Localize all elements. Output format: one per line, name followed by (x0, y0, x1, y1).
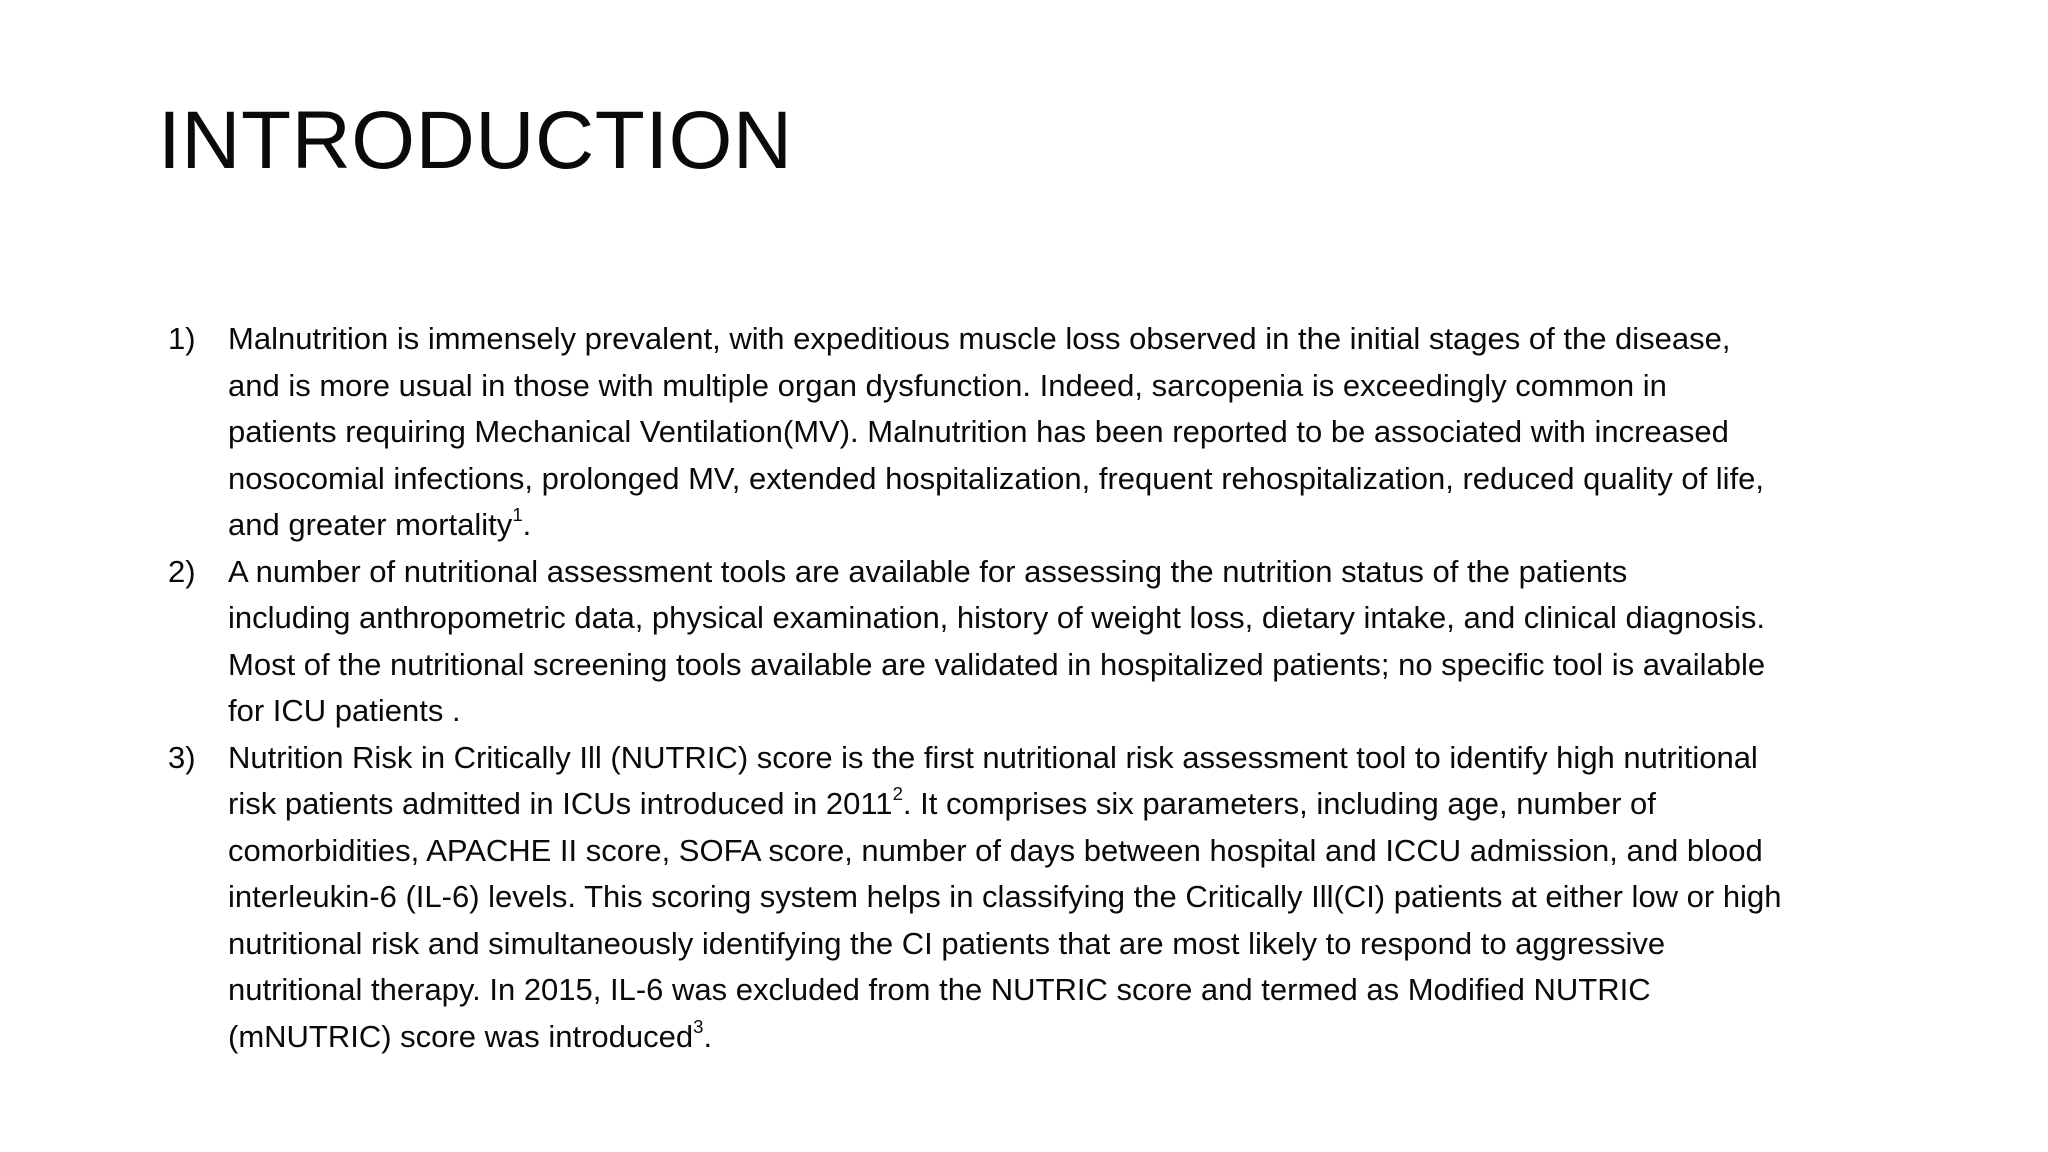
list-item (168, 735, 2020, 1061)
line-text-tail: . (703, 1018, 713, 1054)
text-line (228, 363, 2020, 410)
line-text-tail: . It comprises six parameters, including age, number of (902, 786, 1656, 821)
list-item (168, 316, 2020, 549)
text-line (228, 549, 2020, 596)
list-item-number: 3) (168, 739, 196, 775)
text-line (228, 828, 2020, 875)
line-text: and greater mortality (228, 507, 513, 542)
slide-title: INTRODUCTION (158, 95, 793, 186)
line-text: nutritional risk and simultaneously identifying the CI patients that are most likely to respond to aggressive (228, 925, 1666, 961)
line-text: patients requiring Mechanical Ventilation(MV). Malnutrition has been reported to be associated with increased (228, 414, 1729, 449)
text-line (228, 921, 2020, 968)
text-line (228, 316, 2020, 363)
line-text: nutritional therapy. In 2015, IL-6 was excluded from the NUTRIC score and termed as Modified NUTRIC (228, 972, 1651, 1007)
line-text: including anthropometric data, physical examination, history of weight loss, dietary intake, and clinical diagnosis. (228, 600, 1766, 635)
line-text: comorbidities, APACHE II score, SOFA score, number of days between hospital and ICCU admission, and blood (228, 832, 1763, 868)
list-item (168, 549, 2020, 735)
citation-superscript: 3 (693, 1015, 704, 1037)
text-line (228, 688, 2020, 735)
line-text: interleukin-6 (IL-6) levels. This scoring system helps in classifying the Critically Ill(CI) patients at either low or high (228, 879, 1782, 914)
list-item-number: 1) (168, 321, 196, 356)
text-line (228, 967, 2020, 1014)
line-text: Malnutrition is immensely prevalent, with expeditious muscle loss observed in the initial stages of the disease, (228, 321, 1731, 356)
text-line (228, 456, 2020, 503)
line-text-tail: . (522, 507, 532, 542)
text-line (228, 595, 2020, 642)
line-text: (mNUTRIC) score was introduced (228, 1018, 694, 1054)
intro-list (168, 316, 2020, 1060)
line-text: A number of nutritional assessment tools are available for assessing the nutrition status of the patients (228, 553, 1628, 589)
text-line (228, 1014, 2020, 1061)
line-text: and is more usual in those with multiple organ dysfunction. Indeed, sarcopenia is exceedingly common in (228, 367, 1667, 403)
text-line (228, 409, 2020, 456)
line-text: nosocomial infections, prolonged MV, extended hospitalization, frequent rehospitalization, reduced quality of life, (228, 460, 1765, 496)
citation-superscript: 2 (892, 783, 903, 805)
text-line (228, 735, 2020, 782)
text-line (228, 781, 2020, 828)
line-text: Nutrition Risk in Critically Ill (NUTRIC) score is the first nutritional risk assessment tool to identify high nutritional (228, 739, 1758, 775)
line-text: Most of the nutritional screening tools available are validated in hospitalized patients; no specific tool is available (228, 646, 1766, 682)
line-text: for ICU patients . (228, 693, 461, 728)
text-line (228, 874, 2020, 921)
citation-superscript: 1 (512, 504, 523, 526)
text-line (228, 642, 2020, 689)
line-text: risk patients admitted in ICUs introduced in 2011 (228, 786, 893, 821)
list-item-number: 2) (168, 553, 196, 589)
text-line (228, 502, 2020, 549)
